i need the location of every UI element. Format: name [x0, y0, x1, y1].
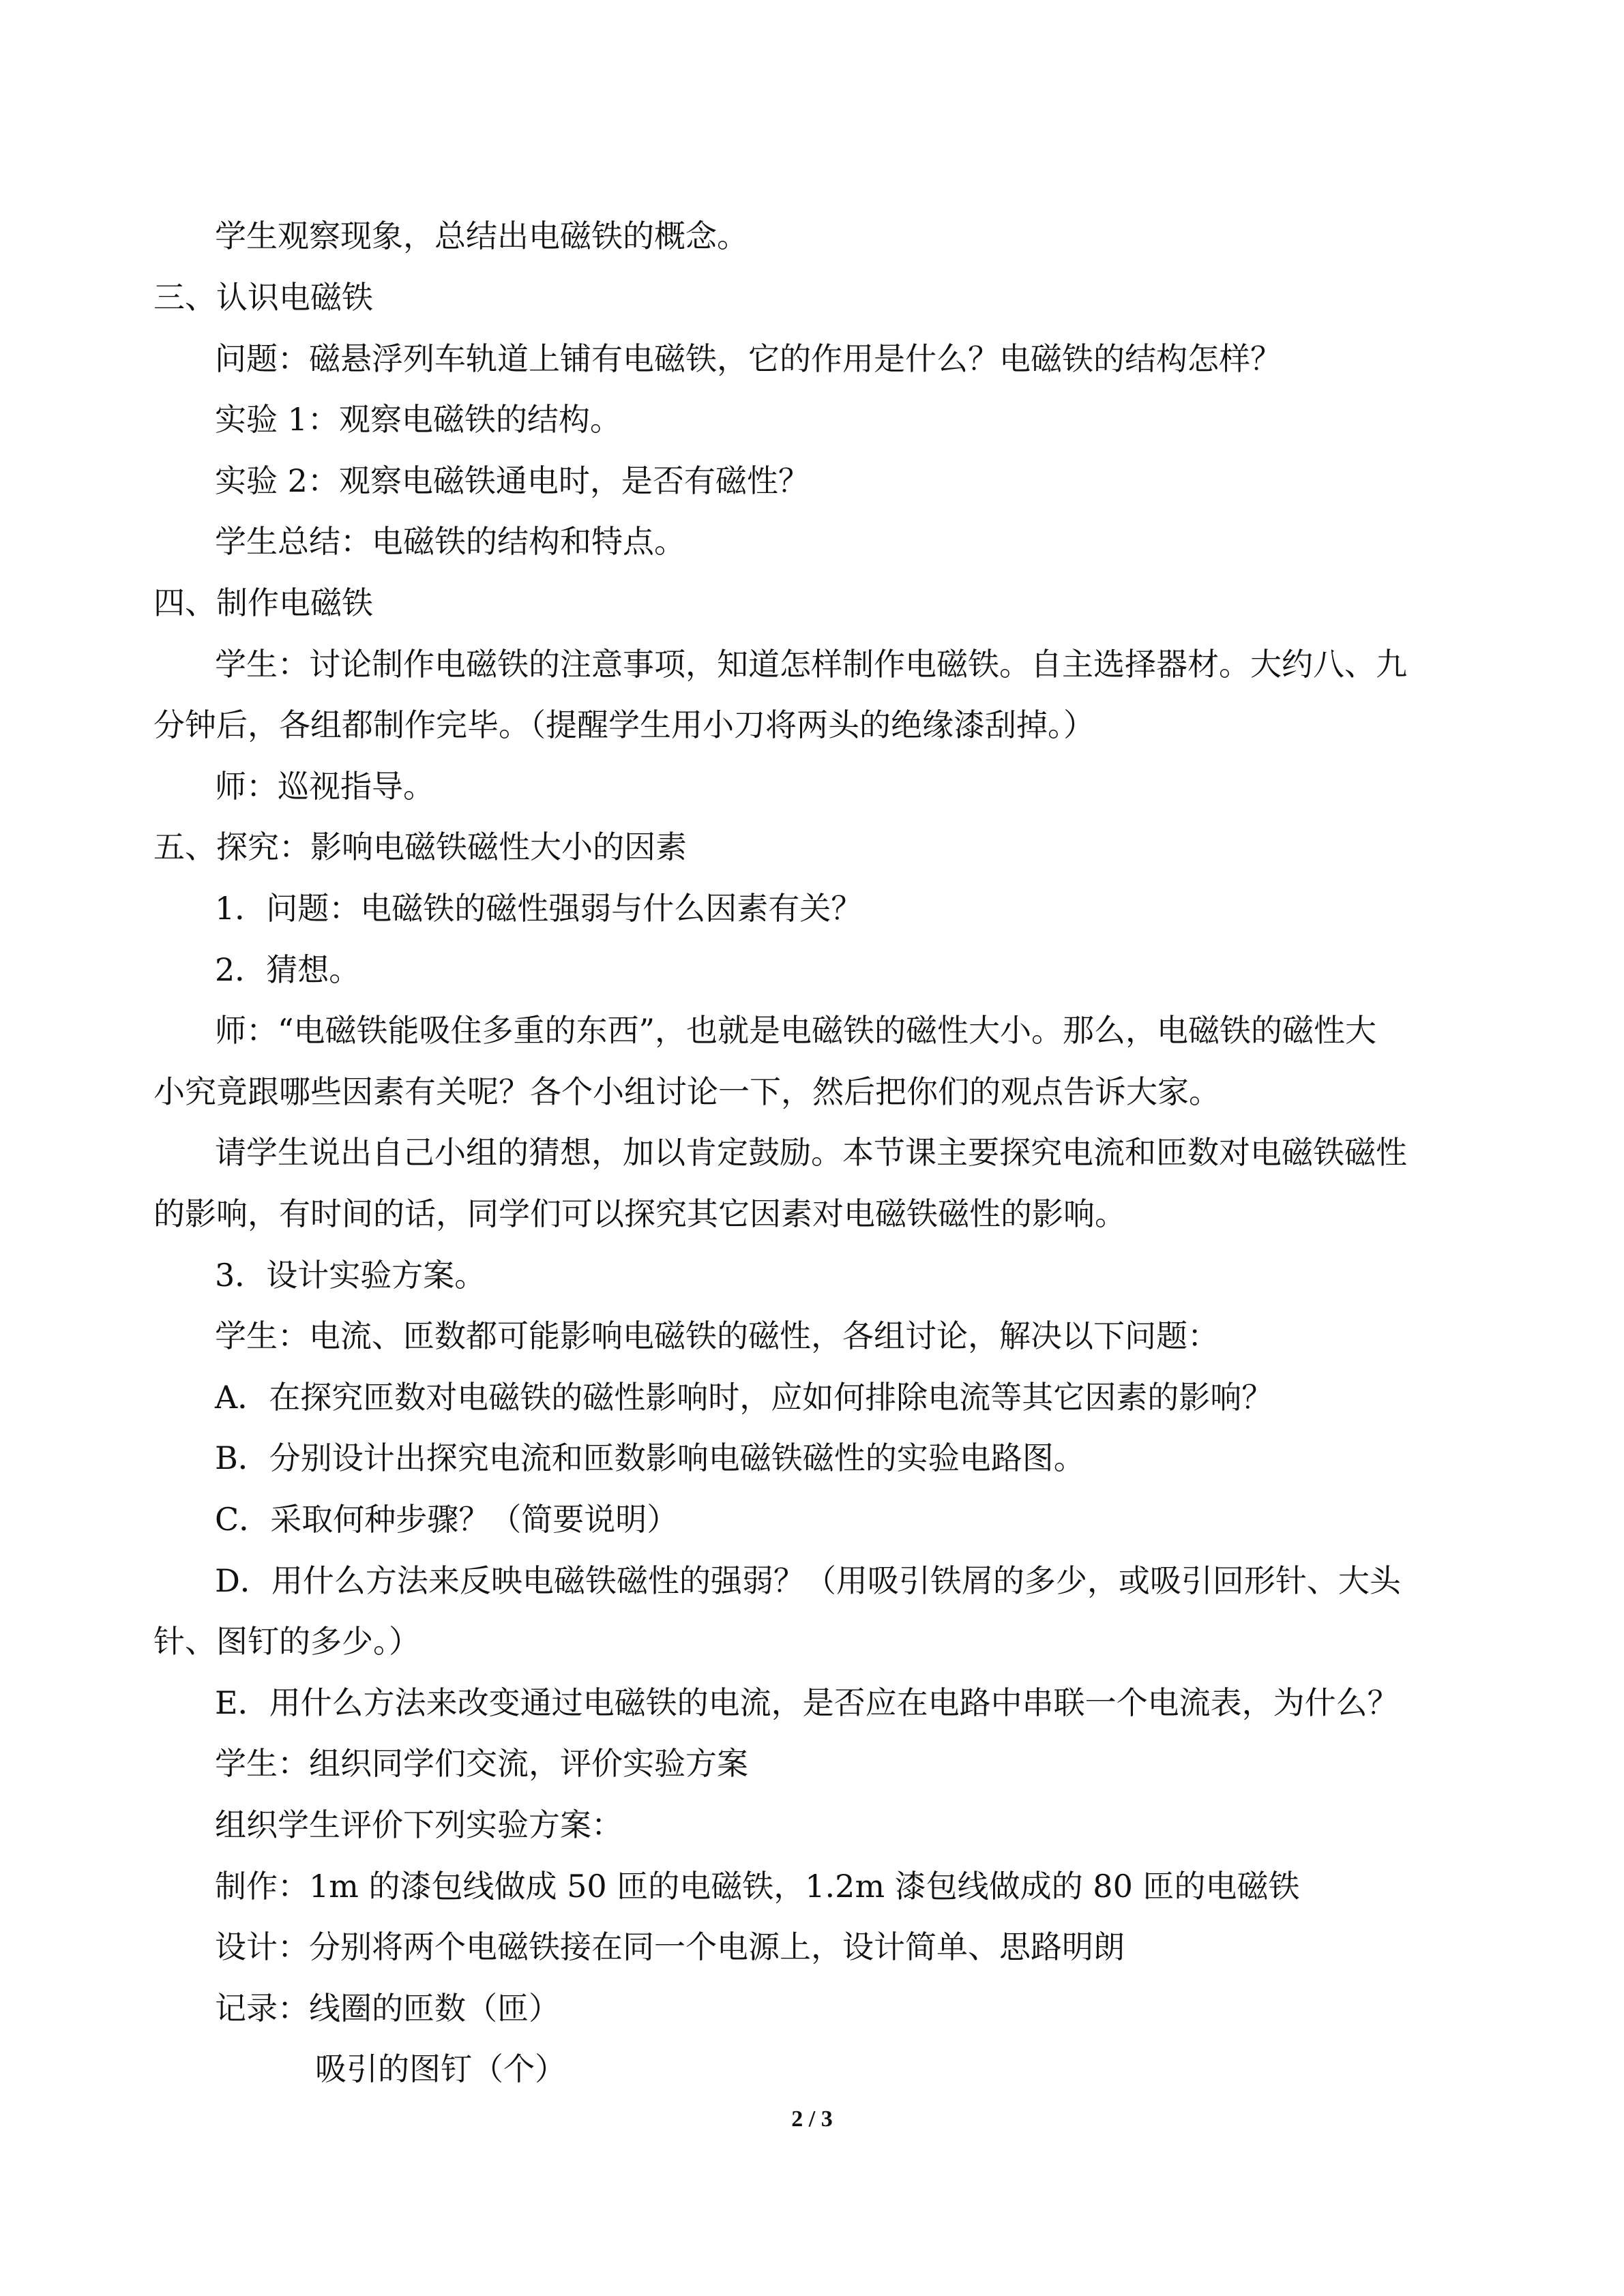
- paragraph-line: C．采取何种步骤？（简要说明）: [215, 1501, 679, 1538]
- paragraph-line: 分钟后，各组都制作完毕。（提醒学生用小刀将两头的绝缘漆刮掉。）: [153, 706, 1095, 743]
- paragraph-line: 制作：1m 的漆包线做成 50 匝的电磁铁，1.2m 漆包线做成的 80 匝的电磁铁: [215, 1868, 1300, 1905]
- paragraph-line: 学生：讨论制作电磁铁的注意事项，知道怎样制作电磁铁。自主选择器材。大约八、九: [215, 646, 1407, 683]
- paragraph-line: 问题：磁悬浮列车轨道上铺有电磁铁，它的作用是什么？电磁铁的结构怎样？: [215, 340, 1282, 377]
- paragraph-line: 的影响，有时间的话，同学们可以探究其它因素对电磁铁磁性的影响。: [153, 1195, 1126, 1232]
- paragraph-line: 实验 2：观察电磁铁通电时，是否有磁性？: [215, 462, 810, 499]
- paragraph-line: 学生总结：电磁铁的结构和特点。: [215, 523, 685, 560]
- section-heading: 三、认识电磁铁: [153, 279, 373, 316]
- paragraph-line: D．用什么方法来反映电磁铁磁性的强弱？（用吸引铁屑的多少，或吸引回形针、大头: [215, 1562, 1401, 1599]
- paragraph-line: 3．设计实验方案。: [215, 1257, 486, 1294]
- paragraph-line: 请学生说出自己小组的猜想，加以肯定鼓励。本节课主要探究电流和匝数对电磁铁磁性: [215, 1134, 1407, 1171]
- paragraph-line: 组织学生评价下列实验方案：: [215, 1806, 623, 1843]
- paragraph-line: 师：巡视指导。: [215, 768, 434, 805]
- paragraph-line: 吸引的图钉（个）: [315, 2051, 566, 2087]
- paragraph-line: 实验 1：观察电磁铁的结构。: [215, 401, 621, 438]
- paragraph-line: 1．问题：电磁铁的磁性强弱与什么因素有关？: [215, 890, 863, 927]
- paragraph-line: 2．猜想。: [215, 951, 361, 988]
- paragraph-line: 学生：组织同学们交流，评价实验方案: [215, 1745, 748, 1782]
- paragraph-line: 学生观察现象，总结出电磁铁的概念。: [215, 218, 748, 254]
- section-heading: 四、制作电磁铁: [153, 584, 373, 621]
- section-heading: 五、探究：影响电磁铁磁性大小的因素: [153, 829, 687, 865]
- paragraph-line: 记录：线圈的匝数（匝）: [215, 1990, 560, 2027]
- paragraph-line: 师：“电磁铁能吸住多重的东西”，也就是电磁铁的磁性大小。那么，电磁铁的磁性大: [215, 1012, 1377, 1049]
- paragraph-line: B．分别设计出探究电流和匝数影响电磁铁磁性的实验电路图。: [215, 1440, 1085, 1476]
- paragraph-line: A．在探究匝数对电磁铁的磁性影响时，应如何排除电流等其它因素的影响？: [215, 1379, 1273, 1416]
- paragraph-line: 学生：电流、匝数都可能影响电磁铁的磁性，各组讨论，解决以下问题：: [215, 1317, 1219, 1354]
- paragraph-line: E．用什么方法来改变通过电磁铁的电流，是否应在电路中串联一个电流表，为什么？: [215, 1684, 1399, 1721]
- paragraph-line: 小究竟跟哪些因素有关呢？各个小组讨论一下，然后把你们的观点告诉大家。: [153, 1073, 1220, 1110]
- page-number: 2 / 3: [791, 2106, 833, 2132]
- paragraph-line: 针、图钉的多少。）: [153, 1623, 420, 1660]
- paragraph-line: 设计：分别将两个电磁铁接在同一个电源上，设计简单、思路明朗: [215, 1928, 1125, 1965]
